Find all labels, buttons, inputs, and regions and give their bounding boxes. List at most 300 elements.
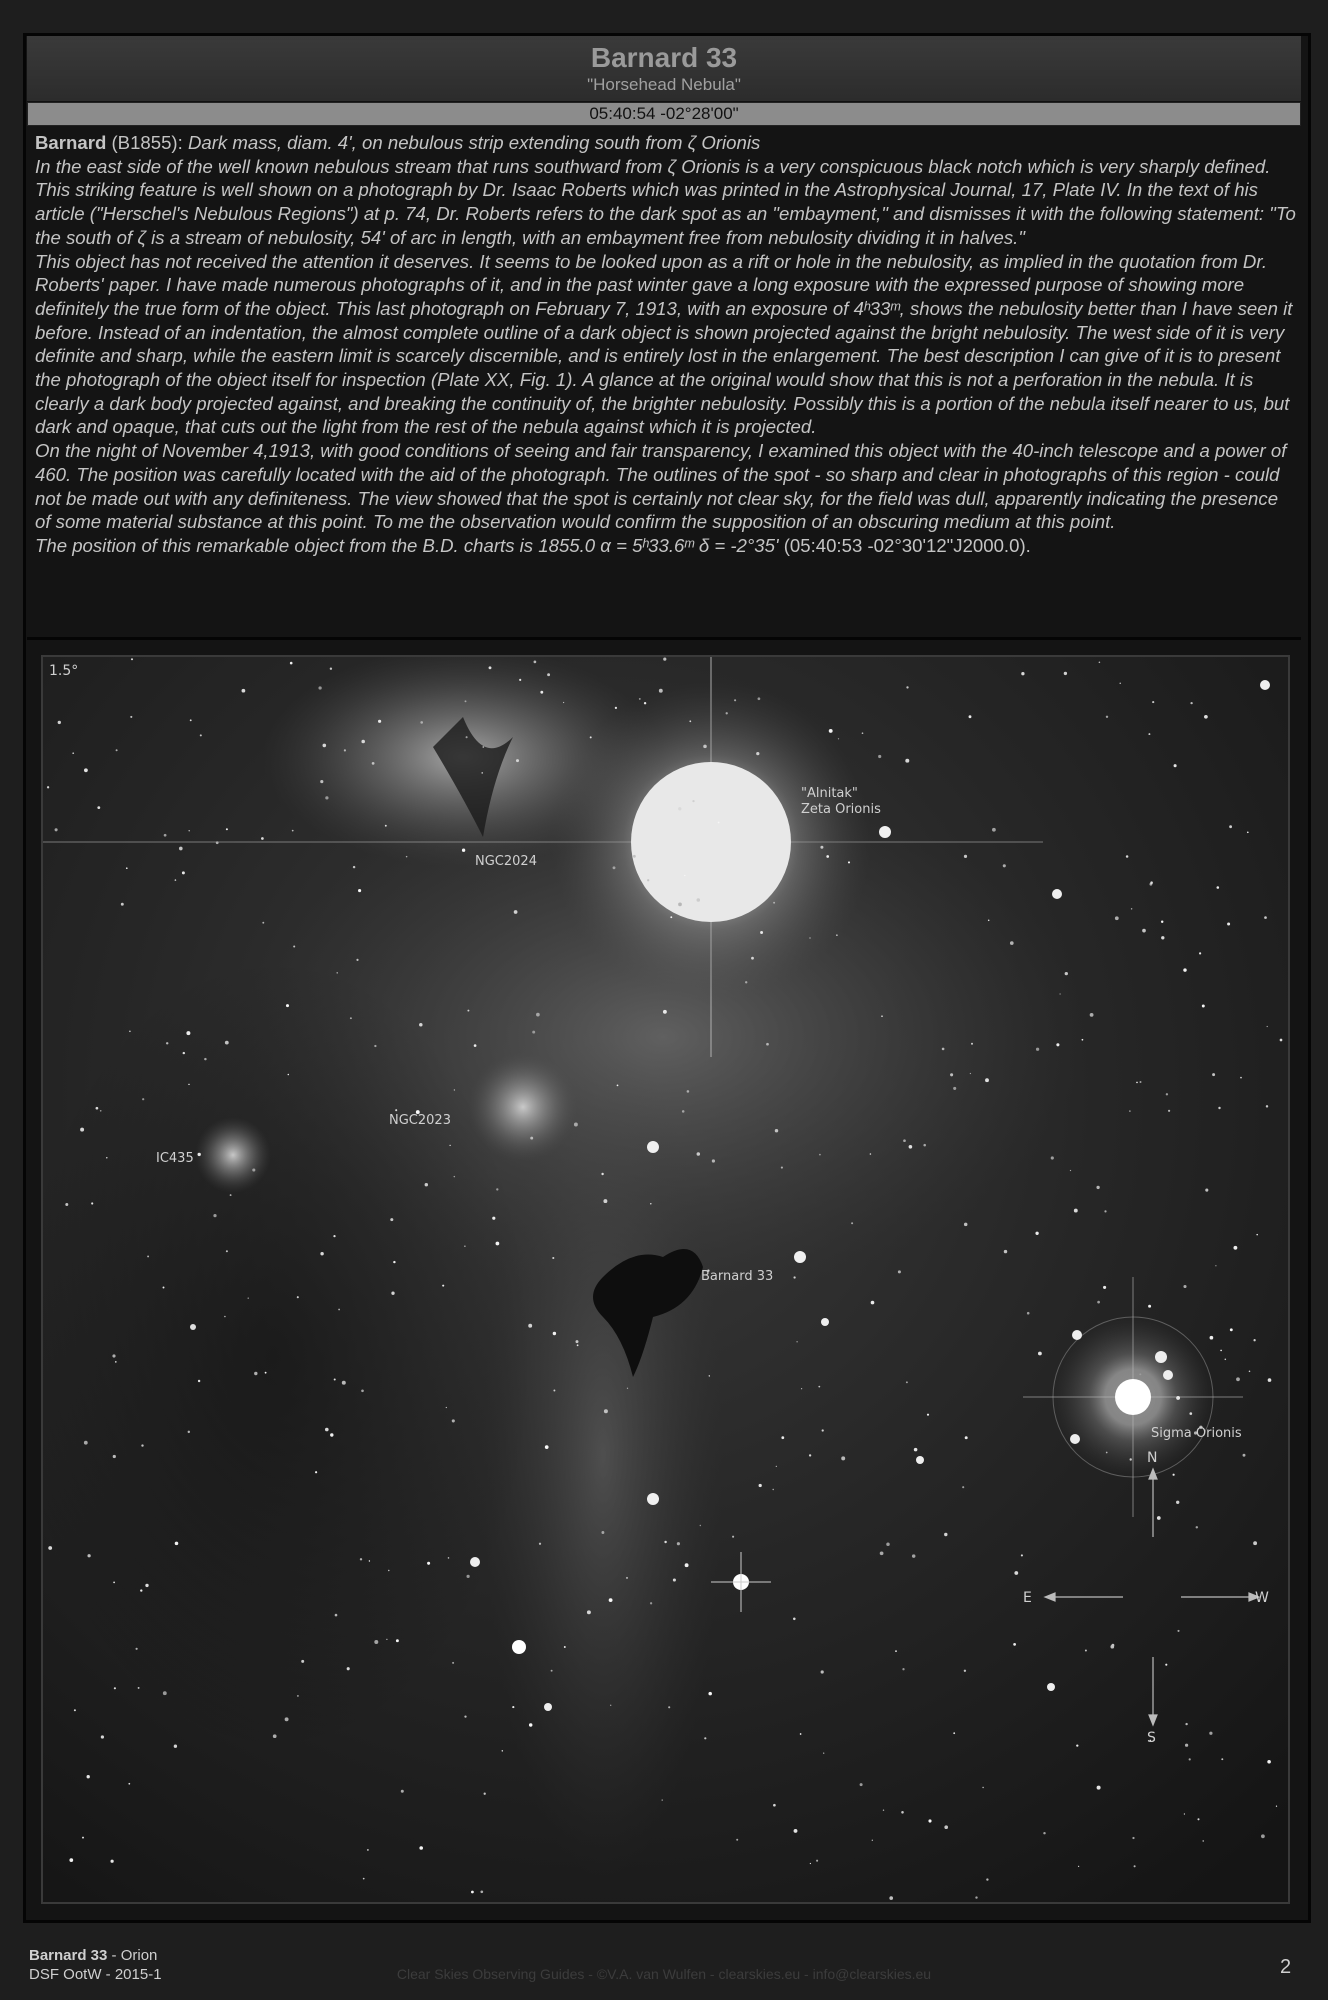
faint-star <box>851 1222 853 1224</box>
faint-star <box>540 691 543 694</box>
faint-star <box>944 1825 948 1829</box>
faint-star <box>1267 1026 1268 1027</box>
compass-s-label: S <box>1147 1730 1156 1746</box>
faint-star <box>363 1878 365 1880</box>
faint-star <box>878 755 881 758</box>
footer-series: DSF OotW - 2015-1 <box>29 1966 162 1983</box>
faint-star <box>601 1173 603 1175</box>
faint-star <box>361 1389 364 1392</box>
faint-star <box>539 1543 541 1545</box>
faint-star <box>325 1428 329 1432</box>
faint-star <box>644 702 646 704</box>
footer-constellation: - Orion <box>107 1947 158 1964</box>
faint-star <box>1099 662 1101 664</box>
faint-star <box>216 841 219 844</box>
faint-star <box>684 875 685 876</box>
faint-star <box>564 1646 566 1648</box>
faint-star <box>1090 1013 1094 1017</box>
faint-star <box>801 1388 802 1389</box>
position-italic: The position of this remarkable object from the B.D. charts is 1855.0 α = 5ʰ33.6ᵐ δ = -2°35' <box>35 534 779 556</box>
faint-star <box>101 1735 104 1738</box>
faint-star <box>325 796 328 799</box>
faint-star <box>1185 1723 1187 1725</box>
faint-star <box>186 1031 190 1035</box>
faint-star <box>895 1650 897 1652</box>
faint-star <box>703 745 707 749</box>
faint-star <box>1268 1378 1272 1382</box>
faint-star <box>678 807 681 810</box>
faint-star <box>91 1202 93 1204</box>
star <box>916 1456 924 1464</box>
faint-star <box>1253 1339 1255 1341</box>
ngc2023-label: NGC2023 <box>389 1113 451 1128</box>
faint-star <box>898 1270 901 1273</box>
faint-star <box>1148 733 1150 735</box>
faint-star <box>708 1692 712 1696</box>
faint-star <box>183 1052 185 1054</box>
faint-star <box>335 1614 338 1617</box>
faint-star <box>820 846 823 849</box>
faint-star <box>297 1695 299 1697</box>
faint-star <box>883 1810 884 1811</box>
faint-star <box>880 1551 884 1555</box>
faint-star <box>970 1073 971 1074</box>
faint-star <box>464 1715 466 1717</box>
faint-star <box>659 689 663 693</box>
faint-star <box>964 1670 966 1672</box>
faint-star <box>1097 1301 1100 1304</box>
faint-star <box>419 1023 423 1026</box>
faint-star <box>47 786 49 788</box>
faint-star <box>692 800 694 802</box>
faint-star <box>213 1214 216 1217</box>
faint-star <box>1264 916 1267 919</box>
faint-star <box>759 1484 762 1487</box>
position-plain: (05:40:53 -02°30'12"J2000.0). <box>778 534 1031 556</box>
faint-star <box>1131 908 1132 909</box>
faint-star <box>344 749 346 751</box>
star <box>1260 680 1270 690</box>
faint-star <box>1003 864 1006 867</box>
faint-star <box>360 1558 362 1560</box>
alnitak-name-label: "Alnitak" <box>801 786 858 801</box>
faint-star <box>1115 916 1119 920</box>
faint-star <box>110 1860 113 1863</box>
sigma-orionis-label: Sigma Orionis <box>1151 1426 1242 1441</box>
faint-star <box>175 1542 179 1546</box>
faint-star <box>318 686 321 689</box>
faint-star <box>603 1199 607 1203</box>
faint-star <box>1247 831 1249 833</box>
faint-star <box>386 1639 387 1640</box>
faint-star <box>113 1455 116 1458</box>
faint-star <box>793 1276 795 1278</box>
faint-star <box>1233 1246 1237 1250</box>
faint-star <box>163 1691 167 1695</box>
faint-star <box>734 699 736 701</box>
faint-star <box>1104 1210 1106 1212</box>
faint-star <box>337 972 338 973</box>
faint-star <box>353 866 355 868</box>
faint-star <box>819 1154 821 1156</box>
faint-star <box>1096 1186 1099 1189</box>
faint-star <box>484 1793 486 1795</box>
faint-star <box>1097 1786 1101 1790</box>
faint-star <box>1078 1866 1079 1867</box>
faint-star <box>633 855 636 858</box>
faint-star <box>374 1045 376 1047</box>
faint-star <box>718 822 720 824</box>
faint-star <box>320 1252 323 1255</box>
faint-star <box>1157 1516 1161 1520</box>
faint-star <box>609 1598 613 1602</box>
faint-star <box>860 1783 863 1786</box>
faint-star <box>1276 1806 1277 1807</box>
faint-star <box>1126 855 1129 858</box>
faint-star <box>962 1486 964 1488</box>
faint-star <box>1165 1664 1167 1666</box>
faint-star <box>760 931 763 934</box>
faint-star <box>992 828 996 832</box>
faint-star <box>395 1109 397 1111</box>
faint-star <box>58 721 61 724</box>
faint-star <box>333 1235 335 1237</box>
compass-e-label: E <box>1023 1590 1032 1606</box>
faint-star <box>604 1409 608 1413</box>
faint-star <box>529 1723 532 1726</box>
faint-star <box>704 1737 706 1739</box>
faint-star <box>736 1839 738 1841</box>
faint-star <box>142 1098 144 1100</box>
summary-text: Dark mass, diam. 4', on nebulous strip extending south from ζ Orionis <box>187 132 761 153</box>
faint-star <box>55 828 58 831</box>
faint-star <box>1253 1541 1257 1545</box>
faint-star <box>1021 1554 1023 1556</box>
star <box>647 1493 659 1505</box>
faint-star <box>902 1668 904 1670</box>
faint-star <box>452 1419 455 1422</box>
faint-star <box>928 1819 931 1822</box>
faint-star <box>166 1042 168 1044</box>
faint-star <box>1184 1813 1185 1814</box>
star <box>470 1557 480 1567</box>
faint-star <box>689 720 691 722</box>
faint-star <box>663 1010 667 1014</box>
faint-star <box>480 1890 483 1893</box>
faint-star <box>1076 1744 1078 1746</box>
faint-star <box>65 1203 68 1206</box>
faint-star <box>492 1217 495 1220</box>
faint-star <box>985 1078 989 1082</box>
faint-star <box>639 698 641 700</box>
faint-star <box>388 1570 389 1571</box>
compass-n-label: N <box>1147 1450 1158 1466</box>
faint-star <box>482 746 484 748</box>
faint-star <box>836 934 838 936</box>
faint-star <box>175 879 177 881</box>
faint-star <box>677 1542 680 1545</box>
faint-star <box>454 1089 455 1090</box>
faint-star <box>1227 922 1230 925</box>
faint-star <box>1218 1107 1220 1109</box>
faint-star <box>226 1250 228 1252</box>
faint-star <box>781 1436 784 1439</box>
faint-star <box>128 1783 130 1785</box>
faint-star <box>198 1153 201 1156</box>
faint-star <box>709 1375 710 1376</box>
faint-star <box>758 697 761 700</box>
faint-star <box>466 1575 469 1578</box>
faint-star <box>697 1152 701 1156</box>
faint-star <box>97 806 100 809</box>
faint-star <box>1134 1865 1136 1867</box>
alnitak-star <box>631 762 791 922</box>
faint-star <box>466 736 468 738</box>
faint-star <box>590 736 592 738</box>
author-name: Barnard <box>35 132 107 153</box>
faint-star <box>1161 920 1163 922</box>
faint-star <box>87 1775 90 1778</box>
faint-star <box>393 1261 395 1263</box>
faint-star <box>800 1733 802 1735</box>
faint-star <box>145 1584 148 1587</box>
faint-star <box>452 1662 454 1664</box>
star <box>512 1640 526 1654</box>
ic435-label: IC435 <box>156 1151 194 1166</box>
faint-star <box>553 1390 555 1392</box>
faint-star <box>826 855 829 858</box>
faint-star <box>822 1429 824 1431</box>
faint-star <box>374 1640 378 1644</box>
faint-star <box>551 1670 553 1672</box>
faint-star <box>1210 1336 1214 1340</box>
faint-star <box>1059 993 1060 994</box>
faint-star <box>673 1578 676 1581</box>
faint-star <box>115 1361 117 1363</box>
faint-star <box>248 1297 249 1298</box>
faint-star <box>1152 701 1154 703</box>
faint-star <box>1256 1234 1258 1236</box>
faint-star <box>1236 1377 1240 1381</box>
faint-star <box>163 1287 165 1289</box>
faint-star <box>823 1752 824 1753</box>
faint-star <box>1202 1840 1203 1841</box>
faint-star <box>1004 1250 1007 1253</box>
faint-star <box>906 1381 908 1383</box>
faint-star <box>323 744 327 748</box>
faint-star <box>965 1436 968 1439</box>
faint-star <box>496 1242 500 1246</box>
faint-star <box>1243 1454 1246 1457</box>
faint-star <box>1065 972 1068 975</box>
faint-star <box>881 1015 883 1017</box>
faint-star <box>1261 1834 1265 1838</box>
faint-star <box>334 1378 336 1380</box>
faint-star <box>401 1790 404 1793</box>
paragraph-1: In the east side of the well known nebulous stream that runs southward from ζ Orionis is a very conspicuous black notch which is very sharply defined. This striking feature is well shown on a photograph by Dr. Isaac Roberts which was printed in the Astrophysical Journal, 17, Plate IV. In the text of his article ("Herschel's Nebulous Regions") at p. 74, Dr. Roberts refers to the dark spot as an "embayment," and dismisses it with the following statement: "To the south of ζ is a stream of nebulosity, 54' of arc in length, with an embayment free from nebulosity dividing it in halves." <box>35 155 1296 248</box>
faint-star <box>1267 1760 1271 1764</box>
faint-star <box>1129 1110 1130 1111</box>
faint-star <box>1166 1093 1168 1095</box>
faint-star <box>286 1004 289 1007</box>
faint-star <box>829 729 833 733</box>
faint-star <box>372 762 375 765</box>
faint-star <box>1043 1832 1045 1834</box>
faint-star <box>1051 1156 1054 1159</box>
faint-star <box>179 847 183 851</box>
nebula-photo <box>41 655 1290 1904</box>
faint-star <box>964 855 967 858</box>
faint-star <box>350 1017 352 1019</box>
faint-star <box>356 959 358 961</box>
ngc2023-nebula <box>468 1052 578 1162</box>
faint-star <box>532 1031 535 1034</box>
faint-star <box>969 715 972 718</box>
faint-star <box>1106 1452 1108 1454</box>
faint-star <box>781 1167 783 1169</box>
faint-star <box>712 1159 715 1162</box>
faint-star <box>465 700 467 702</box>
faint-star <box>1185 1744 1188 1747</box>
faint-star <box>112 1354 115 1357</box>
faint-star <box>230 1194 232 1196</box>
faint-star <box>821 1670 824 1673</box>
faint-star <box>369 1560 370 1561</box>
sigma-star <box>1115 1379 1151 1415</box>
faint-star <box>502 1750 503 1751</box>
barnard33-label: Barnard 33 <box>701 1269 774 1284</box>
faint-star <box>442 1285 444 1287</box>
faint-star <box>116 749 118 751</box>
faint-star <box>809 1454 811 1456</box>
faint-star <box>188 1084 189 1085</box>
faint-star <box>254 1372 257 1375</box>
faint-star <box>528 1324 532 1328</box>
faint-star <box>48 1546 52 1550</box>
faint-star <box>545 1445 549 1449</box>
faint-star <box>553 1332 556 1335</box>
faint-star <box>84 768 88 772</box>
faint-star <box>1106 716 1108 718</box>
faint-star <box>1027 1312 1030 1315</box>
faint-star <box>204 1058 206 1060</box>
faint-star <box>647 879 649 881</box>
faint-star <box>530 1137 533 1140</box>
faint-star <box>678 903 682 907</box>
faint-star <box>905 759 909 763</box>
faint-star <box>136 1648 138 1650</box>
faint-star <box>1070 1170 1071 1171</box>
faint-star <box>406 856 408 858</box>
faint-star <box>601 1531 604 1534</box>
faint-star <box>1204 715 1208 719</box>
faint-star <box>687 1090 690 1093</box>
star <box>1070 1434 1080 1444</box>
star <box>544 1703 552 1711</box>
faint-star <box>385 825 387 827</box>
faint-star <box>1111 1644 1114 1647</box>
faint-star <box>69 1858 73 1862</box>
faint-star <box>138 1687 140 1689</box>
faint-star <box>361 740 365 744</box>
faint-star <box>923 1144 926 1147</box>
faint-star <box>848 861 850 863</box>
faint-star <box>700 1525 701 1526</box>
faint-star <box>446 1407 447 1408</box>
faint-star <box>106 1157 107 1158</box>
faint-star <box>903 1139 906 1142</box>
faint-star <box>141 1444 143 1446</box>
object-coordinates: 05:40:54 -02°28'00" <box>27 102 1301 126</box>
faint-star <box>1266 1105 1268 1107</box>
faint-star <box>471 1891 474 1894</box>
faint-star <box>514 910 518 914</box>
faint-star <box>1176 1501 1179 1504</box>
faint-star <box>1189 1758 1191 1760</box>
faint-star <box>114 1687 116 1689</box>
faint-star <box>536 1013 540 1017</box>
faint-star <box>944 1533 947 1536</box>
footer-credits: Clear Skies Observing Guides - ©V.A. van Wulfen - clearskies.eu - info@clearskies.eu <box>396 1966 932 1982</box>
faint-star <box>756 752 759 755</box>
star <box>879 826 891 838</box>
faint-star <box>462 849 465 852</box>
faint-star <box>121 903 124 906</box>
faint-star <box>663 658 666 661</box>
faint-star <box>225 1041 229 1045</box>
faint-star <box>72 752 74 754</box>
faint-star <box>889 1896 893 1900</box>
faint-star <box>496 1188 498 1190</box>
faint-star <box>816 1860 818 1862</box>
faint-star <box>1056 1043 1059 1046</box>
faint-star <box>617 1085 619 1087</box>
faint-star <box>1064 672 1067 675</box>
faint-star <box>841 1456 845 1460</box>
ic435-nebula <box>195 1117 271 1193</box>
star <box>821 1318 829 1326</box>
faint-star <box>129 1030 131 1032</box>
faint-star <box>226 828 228 830</box>
faint-star <box>338 1309 340 1311</box>
faint-star <box>1132 1837 1134 1839</box>
faint-star <box>574 1123 578 1127</box>
faint-star <box>726 712 728 714</box>
faint-star <box>87 1554 90 1557</box>
page-number: 2 <box>1280 1956 1292 1978</box>
faint-star <box>1035 1232 1038 1235</box>
faint-star <box>1103 1286 1106 1289</box>
faint-star <box>188 1431 190 1433</box>
faint-star <box>1221 1758 1223 1760</box>
faint-star <box>906 686 908 688</box>
compass-w-label: W <box>1255 1590 1269 1606</box>
ngc2024-label: NGC2024 <box>475 854 537 869</box>
faint-star <box>293 945 295 947</box>
faint-star <box>174 1745 177 1748</box>
faint-star <box>358 889 361 892</box>
faint-star <box>871 1301 875 1305</box>
faint-star <box>84 1441 88 1445</box>
faint-star <box>685 1563 689 1567</box>
faint-star <box>519 679 521 681</box>
faint-star <box>862 732 864 734</box>
faint-star <box>1229 825 1232 828</box>
faint-star <box>1085 1650 1087 1652</box>
sigma-companion-2 <box>1163 1370 1173 1380</box>
alnitak-designation-label: Zeta Orionis <box>801 802 881 817</box>
faint-star <box>563 702 564 703</box>
